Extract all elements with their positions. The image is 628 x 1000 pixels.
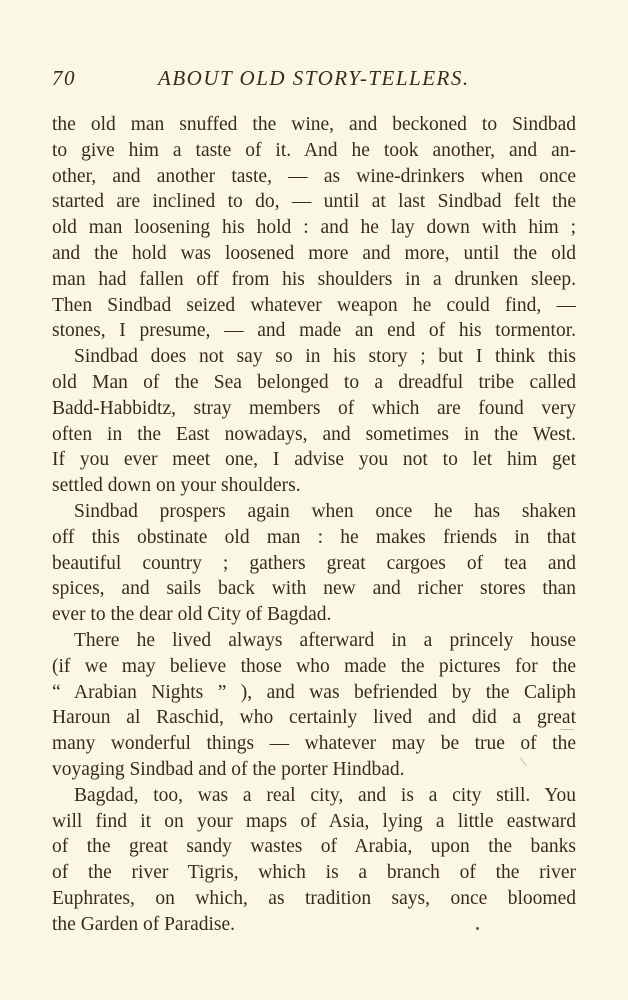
text-line: Then Sindbad seized whatever weapon he could find, — (52, 294, 576, 316)
print-mark (476, 927, 479, 930)
text-line: old man loosening his hold : and he lay down with him ; (52, 217, 576, 239)
paragraph (52, 344, 576, 499)
text-line: There he lived always afterward in a princely house (74, 629, 576, 651)
text-line: stones, I presume, — and made an end of his tormentor. (52, 320, 576, 342)
text-line: old Man of the Sea belonged to a dreadful tribe called (52, 371, 576, 393)
text-line: Badd-Habbidtz, stray members of which are found very (52, 397, 576, 419)
text-line: (if we may believe those who made the pictures for the (52, 655, 576, 677)
paragraph (52, 112, 576, 344)
text-line: the old man snuffed the wine, and beckoned to Sindbad (52, 114, 576, 135)
text-line: voyaging Sindbad and of the porter Hindbad. (52, 758, 405, 780)
print-mark (560, 729, 574, 730)
text-line: off this obstinate old man : he makes friends in that (52, 526, 576, 548)
page-body (52, 112, 576, 938)
paragraph (52, 783, 576, 938)
text-line: the Garden of Paradise. (52, 913, 236, 935)
text-line: and the hold was loosened more and more, until the old (52, 242, 576, 264)
text-line: other, and another taste, — as wine-drinkers when once (52, 165, 576, 187)
paragraph (52, 628, 576, 783)
text-line: spices, and sails back with new and richer stores than (52, 578, 576, 600)
page-number: 70 (52, 66, 76, 90)
text-line: of the river Tigris, which is a branch of the river (52, 862, 576, 884)
page-header (52, 66, 576, 96)
text-line: Euphrates, on which, as tradition says, once bloomed (52, 887, 576, 909)
text-line: will find it on your maps of Asia, lying a little eastward (52, 810, 576, 832)
text-line: beautiful country ; gathers great cargoes of tea and (52, 552, 576, 574)
text-line: started are inclined to do, — until at last Sindbad felt the (52, 191, 576, 213)
text-line: often in the East nowadays, and sometimes in the West. (52, 423, 576, 445)
text-line: of the great sandy wastes of Arabia, upon the banks (52, 836, 576, 858)
text-line: “ Arabian Nights ” ), and was befriended by the Caliph (52, 681, 576, 703)
text-line: man had fallen off from his shoulders in a drunken sleep. (52, 268, 576, 290)
text-line: to give him a taste of it. And he took another, and an- (52, 139, 576, 161)
text-line: Bagdad, too, was a real city, and is a city still. You (74, 784, 576, 806)
text-line: Sindbad does not say so in his story ; but I think this (74, 346, 576, 368)
text-line: many wonderful things — whatever may be true of the (52, 733, 576, 755)
text-line: If you ever meet one, I advise you not to let him get (52, 449, 576, 471)
running-title: ABOUT OLD STORY-TELLERS. (158, 66, 470, 90)
paragraph (52, 499, 576, 628)
text-line: settled down on your shoulders. (52, 475, 301, 497)
text-line: Sindbad prospers again when once he has shaken (74, 500, 576, 522)
text-line: ever to the dear old City of Bagdad. (52, 604, 332, 626)
text-line: Haroun al Raschid, who certainly lived and did a great (52, 707, 576, 729)
